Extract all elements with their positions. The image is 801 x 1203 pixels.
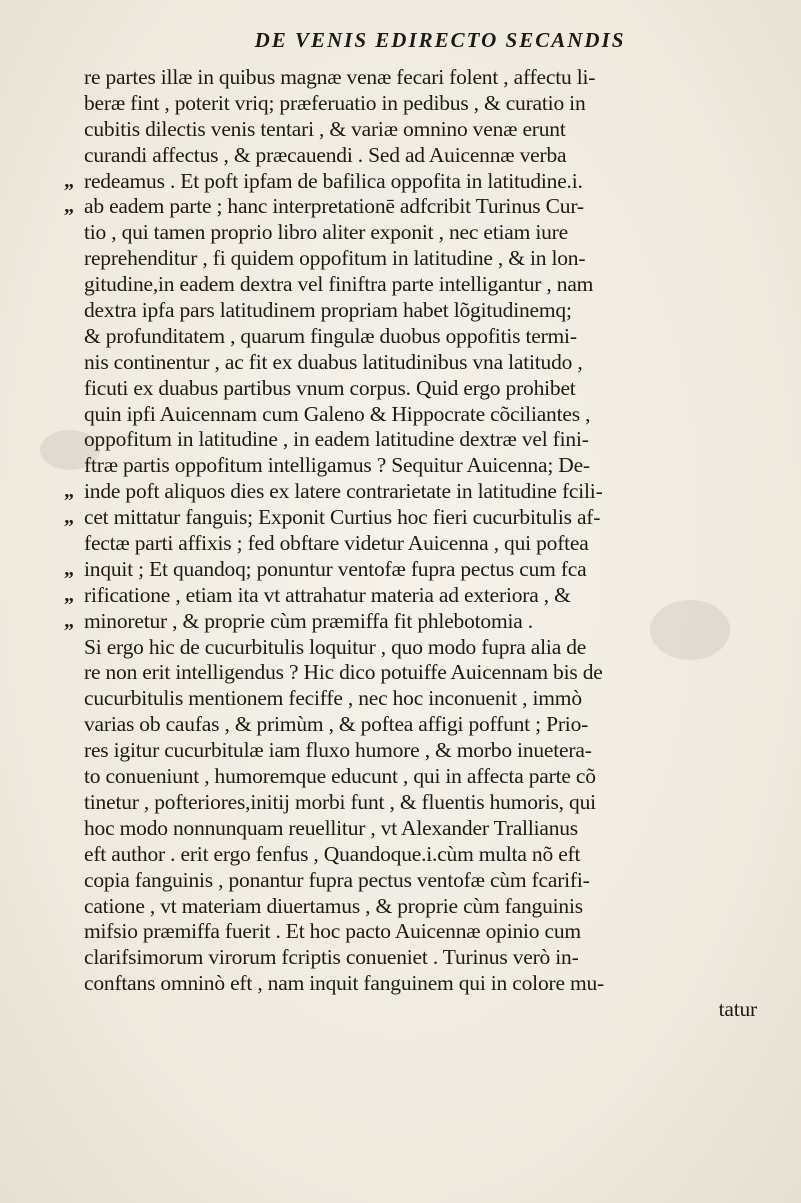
quotation-marker: „ — [64, 557, 74, 580]
line-text: rificatione , etiam ita vt attrahatur materia ad exteriora , & — [84, 582, 571, 607]
running-head: DE VENIS EDIRECTO SECANDIS — [254, 28, 626, 52]
line-text: to conueniunt , humoremque educunt , qui in affecta parte cõ — [84, 764, 596, 789]
line-text: re non erit intelligendus ? Hic dico potuiffe Auicennam bis de — [84, 660, 603, 685]
text-line — [0, 790, 801, 816]
text-line — [0, 609, 801, 635]
line-text: oppofitum in latitudine , in eadem latitudine dextræ vel fini- — [84, 427, 589, 452]
quotation-marker: „ — [64, 506, 74, 529]
line-text: curandi affectus , & præcauendi . Sed ad Auicennæ verba — [84, 142, 567, 167]
text-line — [0, 868, 801, 894]
text-line — [0, 427, 801, 453]
text-line — [0, 194, 801, 220]
text-line — [0, 117, 801, 143]
line-text: res igitur cucurbitulæ iam fluxo humore , & morbo inuetera- — [84, 738, 592, 763]
text-line — [0, 220, 801, 246]
line-text: cucurbitulis mentionem feciffe , nec hoc inconuenit , immò — [84, 686, 582, 711]
text-line — [0, 712, 801, 738]
line-text: ab eadem parte ; hanc interpretationē adfcribit Turinus Cur- — [84, 194, 584, 219]
line-text: tinetur , pofteriores,initij morbi funt , & fluentis humoris, qui — [84, 789, 596, 814]
text-line — [0, 660, 801, 686]
line-text: minoretur , & proprie cùm præmiffa fit phlebotomia . — [84, 608, 533, 633]
line-text: reprehenditur , fi quidem oppofitum in latitudine , & in lon- — [84, 246, 586, 271]
quotation-marker: „ — [64, 609, 74, 632]
text-line — [0, 919, 801, 945]
line-text: cet mittatur fanguis; Exponit Curtius hoc fieri cucurbitulis af- — [84, 505, 601, 530]
line-text: inquit ; Et quandoq; ponuntur ventofæ fupra pectus cum fca — [84, 556, 587, 581]
text-line — [0, 764, 801, 790]
line-text: quin ipfi Auicennam cum Galeno & Hippocrate cõciliantes , — [84, 401, 591, 426]
text-line — [0, 402, 801, 428]
quotation-marker: „ — [64, 480, 74, 503]
text-line — [0, 583, 801, 609]
text-line — [0, 324, 801, 350]
line-text: eft author . erit ergo fenfus , Quandoque.i.cùm multa nõ eft — [84, 841, 581, 866]
line-text: mifsio præmiffa fuerit . Et hoc pacto Auicennæ opinio cum — [84, 919, 581, 944]
text-line — [0, 531, 801, 557]
text-line — [0, 298, 801, 324]
line-text: fectæ parti affixis ; fed obftare videtur Auicenna , qui poftea — [84, 531, 589, 556]
text-line — [0, 816, 801, 842]
text-line — [0, 894, 801, 920]
line-text: Si ergo hic de cucurbitulis loquitur , quo modo fupra alia de — [84, 634, 587, 659]
text-line — [0, 686, 801, 712]
text-line — [0, 479, 801, 505]
text-line — [0, 246, 801, 272]
line-text: copia fanguinis , ponantur fupra pectus ventofæ cùm fcarifi- — [84, 867, 590, 892]
text-line — [0, 635, 801, 661]
text-line — [0, 272, 801, 298]
line-text: varias ob caufas , & primùm , & poftea affigi poffunt ; Prio- — [84, 712, 589, 737]
text-line — [0, 971, 801, 997]
text-line — [0, 350, 801, 376]
line-text: catione , vt materiam diuertamus , & proprie cùm fanguinis — [84, 893, 583, 918]
quotation-marker: „ — [64, 169, 74, 192]
line-text: gitudine,in eadem dextra vel finiftra parte intelligantur , nam — [84, 272, 594, 297]
text-line — [0, 143, 801, 169]
line-text: inde poft aliquos dies ex latere contrarietate in latitudine fcili- — [84, 479, 603, 504]
text-line — [0, 169, 801, 195]
text-line — [0, 376, 801, 402]
line-text: tatur — [718, 997, 757, 1022]
text-line — [0, 557, 801, 583]
line-text: dextra ipfa pars latitudinem propriam habet lõgitudinemq; — [84, 298, 572, 323]
text-line — [0, 842, 801, 868]
line-text: & profunditatem , quarum fingulæ duobus oppofitis termi- — [84, 323, 577, 348]
text-line — [0, 65, 801, 91]
text-line — [0, 945, 801, 971]
line-text: re partes illæ in quibus magnæ venæ fecari folent , affectu li- — [84, 65, 596, 89]
line-text: beræ fint , poterit vriq; præferuatio in pedibus , & curatio in — [84, 90, 586, 115]
line-text: ficuti ex duabus partibus vnum corpus. Quid ergo prohibet — [84, 375, 576, 400]
line-text: tio , qui tamen proprio libro aliter exponit , nec etiam iure — [84, 220, 568, 245]
text-line — [0, 997, 801, 1023]
line-text: cubitis dilectis venis tentari , & variæ omnino venæ erunt — [84, 116, 566, 141]
quotation-marker: „ — [64, 195, 74, 218]
line-text: nis continentur , ac fit ex duabus latitudinibus vna latitudo , — [84, 349, 583, 374]
quotation-marker: „ — [64, 583, 74, 606]
line-text: clarifsimorum virorum fcriptis conueniet . Turinus verò in- — [84, 945, 579, 970]
text-line — [0, 453, 801, 479]
line-text: conftans omninò eft , nam inquit fanguinem qui in colore mu- — [84, 971, 605, 996]
line-text: ftræ partis oppofitum intelligamus ? Sequitur Auicenna; De- — [84, 453, 590, 478]
text-line — [0, 91, 801, 117]
line-text: hoc modo nonnunquam reuellitur , vt Alexander Trallianus — [84, 815, 578, 840]
line-text: redeamus . Et poft ipfam de bafilica oppofita in latitudine.i. — [84, 168, 583, 193]
body-text — [0, 65, 801, 1023]
text-line — [0, 738, 801, 764]
text-line — [0, 505, 801, 531]
